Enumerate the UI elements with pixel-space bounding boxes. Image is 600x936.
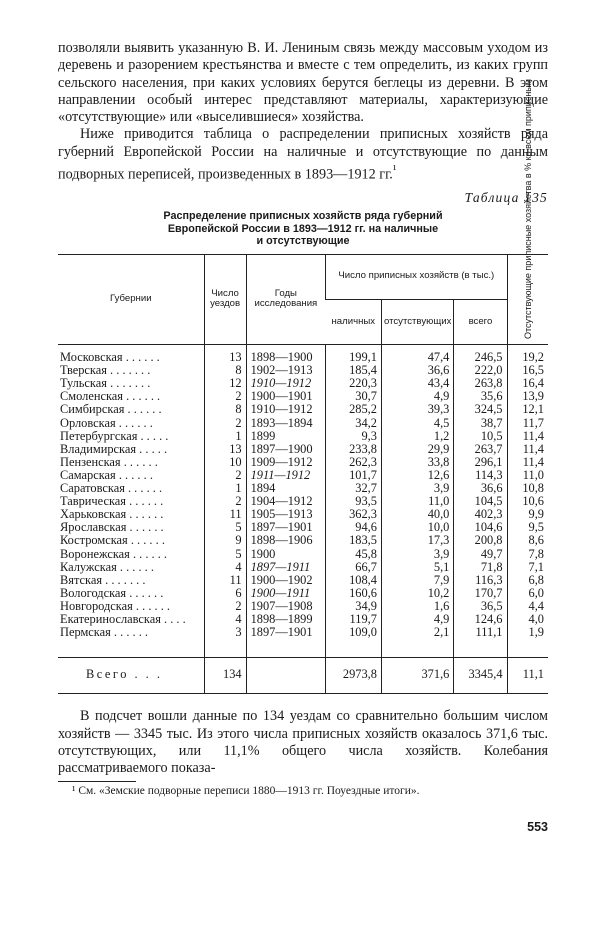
cell-years: 1897—1901 (246, 521, 326, 534)
cell-province: Пензенская . . . . . . (60, 454, 158, 469)
header-absent: отсутствующих (381, 299, 453, 344)
table-row (58, 417, 548, 430)
table-caption-line-1: Распределение приписных хозяйств ряда губерний (163, 210, 443, 223)
cell-present: 32,7 (326, 482, 382, 495)
cell-province: Смоленская . . . . . . (60, 389, 161, 404)
cell-absent: 33,8 (381, 456, 453, 469)
table-row (58, 443, 548, 456)
table-row (58, 574, 548, 587)
cell-absent: 36,6 (381, 364, 453, 377)
cell-present: 108,4 (326, 574, 382, 587)
header-present: наличных (326, 299, 382, 344)
cell-absent: 1,2 (381, 430, 453, 443)
cell-pct: 11,7 (507, 417, 548, 430)
cell-pct: 7,8 (507, 548, 548, 561)
cell-total: 10,5 (454, 430, 507, 443)
cell-years: 1910—1912 (246, 377, 326, 390)
cell-present: 183,5 (326, 534, 382, 547)
cell-absent: 39,3 (381, 403, 453, 416)
cell-province: Симбирская . . . . . . (60, 402, 162, 417)
cell-years: 1909—1912 (246, 456, 326, 469)
cell-counties: 3 (204, 626, 246, 639)
cell-absent: 4,9 (381, 390, 453, 403)
cell-pct: 11,4 (507, 443, 548, 456)
cell-counties: 10 (204, 456, 246, 469)
cell-total: 71,8 (454, 561, 507, 574)
total-cell-absent: 371,6 (381, 658, 453, 694)
cell-years: 1898—1906 (246, 534, 326, 547)
cell-absent: 1,6 (381, 600, 453, 613)
header-absent-pct: Отсутствующие приписные хозяйства в % ко всем приписным (507, 254, 548, 345)
cell-present: 220,3 (326, 377, 382, 390)
cell-province: Московская . . . . . . (60, 350, 160, 365)
cell-years: 1911—1912 (246, 469, 326, 482)
header-counties: Число уездов (204, 254, 246, 345)
cell-pct: 11,4 (507, 456, 548, 469)
footnote-mark: ¹ (392, 162, 397, 177)
table-caption (58, 210, 548, 248)
header-total: всего (454, 299, 507, 344)
total-cell-years (246, 658, 326, 694)
cell-absent: 4,5 (381, 417, 453, 430)
total-cell-pct: 11,1 (507, 658, 548, 694)
total-cell-label: Всего . . . (58, 658, 204, 694)
cell-province: Тверская . . . . . . . (60, 363, 151, 378)
cell-total: 116,3 (454, 574, 507, 587)
table-row (58, 548, 548, 561)
cell-total: 35,6 (454, 390, 507, 403)
cell-counties: 12 (204, 377, 246, 390)
cell-present: 101,7 (326, 469, 382, 482)
cell-pct: 16,5 (507, 364, 548, 377)
cell-counties: 2 (204, 390, 246, 403)
cell-present: 34,9 (326, 600, 382, 613)
cell-pct: 8,6 (507, 534, 548, 547)
cell-years: 1898—1899 (246, 613, 326, 626)
cell-present: 285,2 (326, 403, 382, 416)
cell-counties: 5 (204, 521, 246, 534)
cell-years: 1898—1900 (246, 351, 326, 364)
cell-counties: 8 (204, 364, 246, 377)
cell-present: 262,3 (326, 456, 382, 469)
cell-total: 49,7 (454, 548, 507, 561)
cell-present: 45,8 (326, 548, 382, 561)
cell-counties: 2 (204, 495, 246, 508)
cell-pct: 6,8 (507, 574, 548, 587)
cell-province: Екатеринославская . . . . (60, 611, 186, 626)
cell-present: 160,6 (326, 587, 382, 600)
cell-present: 9,3 (326, 430, 382, 443)
cell-present: 233,8 (326, 443, 382, 456)
header-province: Губернии (58, 254, 204, 345)
gap-cell (58, 639, 204, 658)
cell-counties: 2 (204, 417, 246, 430)
cell-absent: 47,4 (381, 351, 453, 364)
header-years: Годы исследования (246, 254, 326, 345)
cell-pct: 19,2 (507, 351, 548, 364)
table-total-row (58, 658, 548, 694)
cell-pct: 4,0 (507, 613, 548, 626)
table-row (58, 430, 548, 443)
cell-present: 362,3 (326, 508, 382, 521)
table-gap-row (58, 639, 548, 658)
cell-absent: 5,1 (381, 561, 453, 574)
footnote-text: ¹ См. «Земские подворные переписи 1880—1913 гг. Поуездные итоги». (72, 785, 420, 798)
table-caption-line-2: Европейской России в 1893—1912 гг. на наличные (167, 222, 439, 235)
cell-present: 94,6 (326, 521, 382, 534)
cell-counties: 1 (204, 482, 246, 495)
cell-years: 1897—1900 (246, 443, 326, 456)
cell-pct: 11,0 (507, 469, 548, 482)
cell-province: Петербургская . . . . . (60, 428, 169, 443)
cell-present: 30,7 (326, 390, 382, 403)
gap-cell (381, 639, 453, 658)
cell-pct: 10,8 (507, 482, 548, 495)
cell-counties: 8 (204, 403, 246, 416)
cell-total: 222,0 (454, 364, 507, 377)
footnote-rule (58, 781, 136, 782)
cell-counties: 9 (204, 534, 246, 547)
cell-total: 170,7 (454, 587, 507, 600)
cell-pct: 11,4 (507, 430, 548, 443)
intro-paragraph-2 (58, 126, 548, 184)
cell-pct: 13,9 (507, 390, 548, 403)
cell-absent: 10,0 (381, 521, 453, 534)
table-number: Таблица 135 (464, 190, 548, 206)
cell-years: 1910—1912 (246, 403, 326, 416)
table-row (58, 587, 548, 600)
cell-total: 200,8 (454, 534, 507, 547)
cell-years: 1897—1911 (246, 561, 326, 574)
total-cell-total: 3345,4 (454, 658, 507, 694)
cell-absent: 10,2 (381, 587, 453, 600)
table-row (58, 626, 548, 639)
cell-province: Владимирская . . . . . (60, 441, 168, 456)
cell-province: Саратовская . . . . . . (60, 481, 163, 496)
cell-counties: 4 (204, 613, 246, 626)
cell-present: 109,0 (326, 626, 382, 639)
intro-paragraph-2-text: Ниже приводится таблица о распределении приписных хозяйств ряда губерний Европейской России на наличные и отсутствующие по данным подворных переписей, произведенных в 1893—1912 гг. (58, 126, 548, 183)
cell-total: 38,7 (454, 417, 507, 430)
cell-counties: 5 (204, 548, 246, 561)
cell-absent: 29,9 (381, 443, 453, 456)
intro-paragraph-1: позволяли выявить указанную В. И. Лениным связь между массовым уходом из деревень и разорением крестьянства и вместе с тем определить, из каких групп сельского населения, при каких условиях берутся беглецы из деревни. В этом направлении особый интерес представляют материалы, характеризующие «отсутствующие» или «выселившиеся» хозяйства. (58, 40, 548, 126)
total-cell-counties: 134 (204, 658, 246, 694)
cell-absent: 2,1 (381, 626, 453, 639)
cell-pct: 1,9 (507, 626, 548, 639)
cell-province: Харьковская . . . . . . (60, 507, 164, 522)
cell-years: 1905—1913 (246, 508, 326, 521)
table-caption-line-3: и отсутствующие (256, 235, 350, 248)
table-body (58, 345, 548, 694)
cell-province: Самарская . . . . . . (60, 467, 153, 482)
cell-pct: 12,1 (507, 403, 548, 416)
cell-absent: 4,9 (381, 613, 453, 626)
cell-counties: 13 (204, 351, 246, 364)
cell-total: 111,1 (454, 626, 507, 639)
cell-total: 114,3 (454, 469, 507, 482)
cell-province: Калужская . . . . . . (60, 559, 154, 574)
cell-total: 36,6 (454, 482, 507, 495)
cell-years: 1907—1908 (246, 600, 326, 613)
cell-counties: 6 (204, 587, 246, 600)
after-table-paragraph: В подсчет вошли данные по 134 уездам со сравнительно большим числом хозяйств — 3345 тыс. Из этого числа приписных хозяйств оказалось 371,6 тыс. отсутствующих, или 11,1% общего числа хозяйств. Колебания рассматриваемого показа- (58, 708, 548, 777)
cell-absent: 40,0 (381, 508, 453, 521)
cell-pct: 10,6 (507, 495, 548, 508)
cell-counties: 11 (204, 508, 246, 521)
cell-absent: 7,9 (381, 574, 453, 587)
cell-counties: 1 (204, 430, 246, 443)
page-number: 553 (527, 820, 548, 835)
gap-cell (204, 639, 246, 658)
cell-years: 1893—1894 (246, 417, 326, 430)
header-households: Число приписных хозяйств (в тыс.) (326, 254, 507, 299)
cell-absent: 17,3 (381, 534, 453, 547)
cell-present: 119,7 (326, 613, 382, 626)
cell-province: Новгородская . . . . . . (60, 598, 171, 613)
cell-present: 66,7 (326, 561, 382, 574)
cell-years: 1899 (246, 430, 326, 443)
cell-province: Таврическая . . . . . . (60, 494, 164, 509)
cell-counties: 11 (204, 574, 246, 587)
cell-counties: 2 (204, 469, 246, 482)
gap-cell (507, 639, 548, 658)
cell-province: Вологодская . . . . . . (60, 585, 164, 600)
table-row (58, 561, 548, 574)
cell-total: 263,7 (454, 443, 507, 456)
cell-years: 1900 (246, 548, 326, 561)
cell-present: 199,1 (326, 351, 382, 364)
table-row (58, 456, 548, 469)
cell-pct: 9,5 (507, 521, 548, 534)
cell-province: Орловская . . . . . . (60, 415, 153, 430)
cell-province: Пермская . . . . . . (60, 625, 148, 640)
cell-pct: 9,9 (507, 508, 548, 521)
cell-absent: 3,9 (381, 548, 453, 561)
cell-present: 185,4 (326, 364, 382, 377)
cell-years: 1900—1902 (246, 574, 326, 587)
cell-total: 402,3 (454, 508, 507, 521)
cell-province: Вятская . . . . . . . (60, 572, 146, 587)
total-cell-present: 2973,8 (326, 658, 382, 694)
cell-pct: 6,0 (507, 587, 548, 600)
cell-total: 104,5 (454, 495, 507, 508)
gap-cell (246, 639, 326, 658)
cell-counties: 2 (204, 600, 246, 613)
book-page (58, 40, 548, 834)
cell-total: 263,8 (454, 377, 507, 390)
cell-years: 1900—1911 (246, 587, 326, 600)
cell-province: Костромская . . . . . . (60, 533, 165, 548)
cell-years: 1897—1901 (246, 626, 326, 639)
cell-present: 34,2 (326, 417, 382, 430)
cell-province: Воронежская . . . . . . (60, 546, 168, 561)
cell-pct: 4,4 (507, 600, 548, 613)
cell-total: 246,5 (454, 351, 507, 364)
cell-total: 124,6 (454, 613, 507, 626)
table-row (58, 534, 548, 547)
cell-total: 296,1 (454, 456, 507, 469)
cell-absent: 11,0 (381, 495, 453, 508)
cell-counties: 13 (204, 443, 246, 456)
cell-pct: 7,1 (507, 561, 548, 574)
gap-cell (326, 639, 382, 658)
cell-years: 1904—1912 (246, 495, 326, 508)
cell-absent: 43,4 (381, 377, 453, 390)
cell-years: 1900—1901 (246, 390, 326, 403)
cell-province: Тульская . . . . . . . (60, 376, 151, 391)
cell-years: 1894 (246, 482, 326, 495)
table-row (58, 403, 548, 416)
gap-cell (454, 639, 507, 658)
cell-total: 104,6 (454, 521, 507, 534)
cell-absent: 12,6 (381, 469, 453, 482)
cell-counties: 4 (204, 561, 246, 574)
cell-absent: 3,9 (381, 482, 453, 495)
cell-pct: 16,4 (507, 377, 548, 390)
cell-total: 36,5 (454, 600, 507, 613)
cell-province: Ярославская . . . . . . (60, 520, 164, 535)
cell-total: 324,5 (454, 403, 507, 416)
cell-years: 1902—1913 (246, 364, 326, 377)
cell-present: 93,5 (326, 495, 382, 508)
